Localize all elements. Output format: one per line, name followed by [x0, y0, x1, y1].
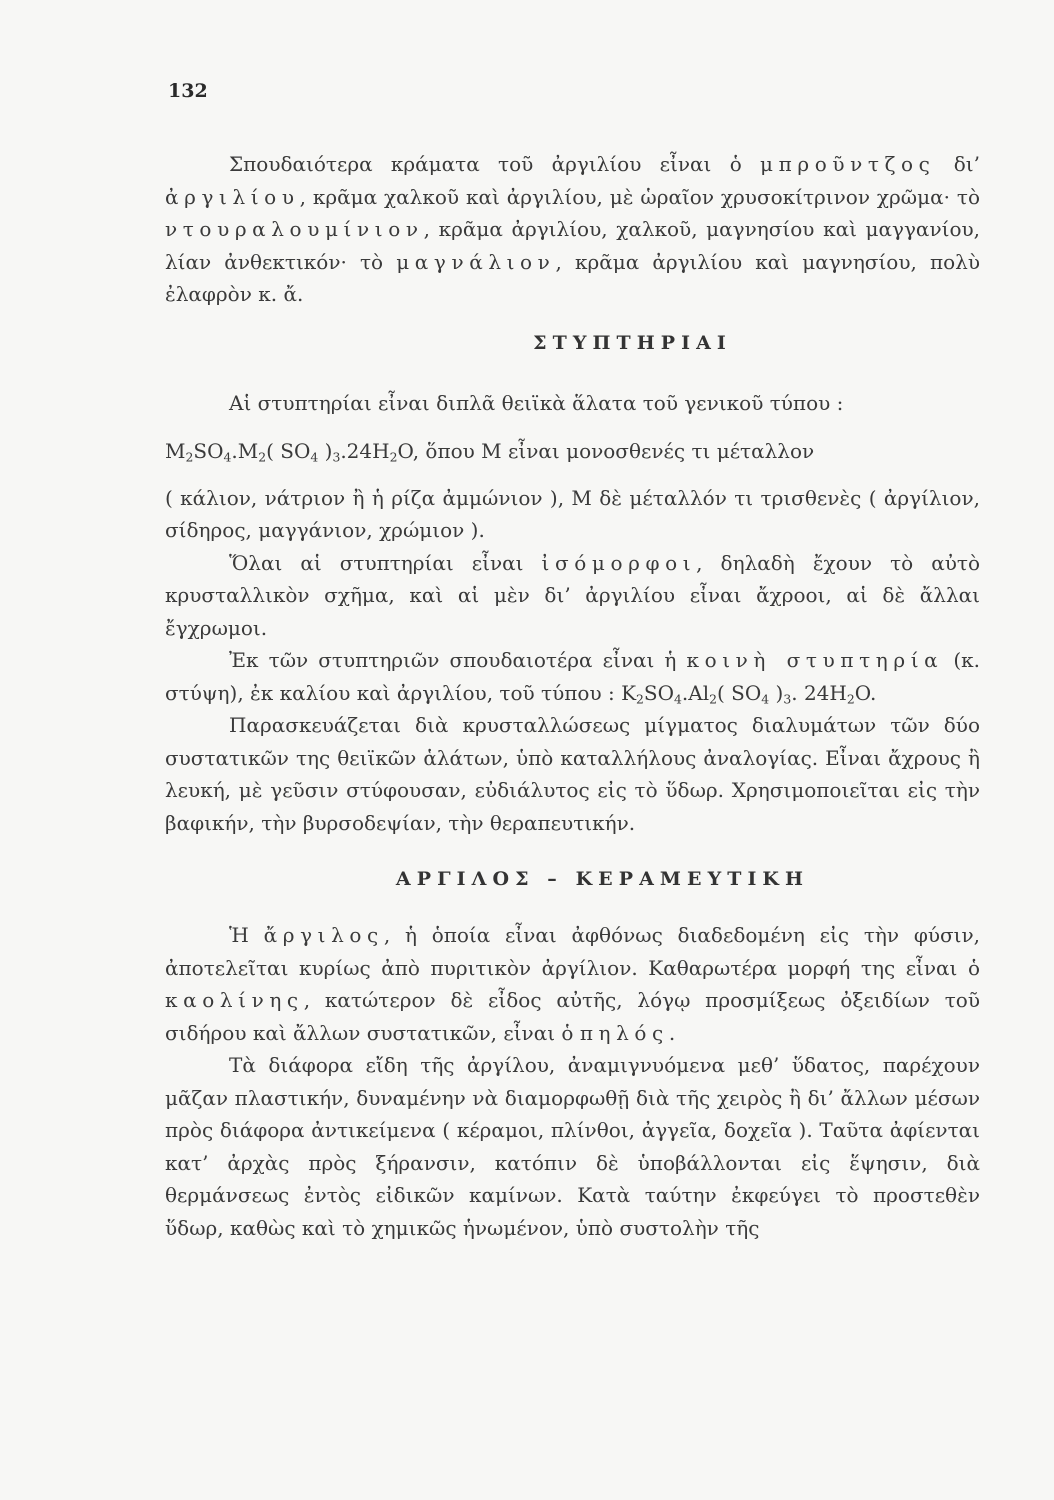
paragraph-clay-processing: Τὰ διάφορα εἴδη τῆς ἀργίλου, ἀναμιγνυόμενα μεθ’ ὕδατος, παρέχουν μᾶζαν πλαστικήν, δυναμένην νὰ διαμορφωθῇ διὰ τῆς χειρὸς ἢ δι’ ἄλλων μέσων πρὸς διάφορα ἀντικείμενα ( κέραμοι, πλίνθοι, ἀγγεῖα, δοχεῖα ). Ταῦτα ἀφίενται κατ’ ἀρχὰς πρὸς ξήρανσιν, κατόπιν δὲ ὑποβάλλονται εἰς ἕψησιν, διὰ θερμάνσεως ἐντὸς εἰδικῶν καμίνων. Κατὰ ταύτην ἐκφεύγει τὸ προστεθὲν ὕδωρ, καθὼς καὶ τὸ χημικῶς ἡνωμένον, ὑπὸ συστολὴν τῆς	[165, 1053, 980, 1240]
text-run: , κρᾶμα ἀργιλίου καὶ μαγνησίου, πολὺ ἐλαφρὸν κ. ἄ.	[165, 249, 981, 306]
paragraph-alum-definition: Αἱ στυπτηρίαι εἶναι διπλᾶ θειϊκὰ ἅλατα τοῦ γενικοῦ τύπου :	[229, 390, 844, 415]
text-run: Σπουδαιότερα κράματα τοῦ ἀργιλίου εἶναι ὁ	[229, 152, 761, 176]
paragraph-preparation: Παρασκευάζεται διὰ κρυσταλλώσεως μίγματος διαλυμάτων τῶν δύο συστατικῶν της θειϊκῶν ἁλάτων, ὑπὸ καταλλήλους ἀναλογίας. Εἶναι ἄχρους ἢ λευκή, μὲ γεῦσιν στύφουσαν, εὐδιάλυτος εἰς τὸ ὕδωρ. Χρησιμοποιεῖται εἰς τὴν βαφικήν, τὴν βυρσοδεψίαν, τὴν θεραπευτικήν.	[165, 713, 980, 835]
chemical-formula: $M_2SO_4.M_2$( $SO_4$ )$_3.24H_2O$,	[165, 439, 426, 465]
paragraph-clay	[165, 919, 980, 1049]
spaced-term-clay: ἄργιλος	[263, 923, 384, 947]
spaced-term-aluminium: ἀργιλίου	[165, 184, 300, 209]
paragraph-common-alum	[165, 644, 980, 709]
text-run: (κ. στύψη), ἐκ καλίου καὶ ἀργιλίου, τοῦ τύπου :	[165, 648, 980, 705]
spaced-term-magnalium: μαγνάλιον	[396, 249, 556, 274]
spaced-term-duralumin: ντουραλουμίνιον	[165, 217, 424, 241]
text-run: Ὅλαι αἱ στυπτηρίαι εἶναι	[229, 550, 542, 575]
text-run: Ἡ	[229, 923, 264, 947]
spaced-term-isomorphous: ἰσόμορφοι	[541, 550, 697, 575]
paragraph-alloys	[165, 148, 980, 311]
section-heading-alums: ΣΤΥΠΤΗΡΙΑΙ	[533, 331, 732, 354]
spaced-term-mud: πηλός	[579, 1020, 669, 1045]
text-run: , κρᾶμα χαλκοῦ καὶ ἀργιλίου, μὲ ὡραῖον χρυσοκίτρινον χρῶμα· τὸ	[299, 184, 980, 209]
text-run: .	[668, 1020, 676, 1045]
text-run: , κρᾶμα ἀργιλίου, χαλκοῦ, μαγνησίου καὶ μαγγανίου, λίαν ἀνθεκτικόν· τὸ	[165, 217, 980, 274]
text-run: δι’	[935, 152, 980, 176]
text-run: , κατώτερον δὲ εἶδος αὐτῆς, λόγῳ προσμίξεως ὀξειδίων τοῦ σιδήρου καὶ ἄλλων συστατικῶν, εἶναι ὁ	[165, 988, 980, 1045]
page-body	[165, 148, 980, 1244]
chemical-formula: $K_2SO_4.Al_2$( $SO_4$ )$_3$. $24H_2O$.	[621, 680, 877, 707]
spaced-term-bronze: μπροῦντζος	[760, 152, 936, 176]
text-run: , ἡ ὁποία εἶναι ἀφθόνως διαδεδομένη εἰς τὴν φύσιν, ἀποτελεῖται κυρίως ἀπὸ πυριτικὸν ἀργίλιον. Καθαρωτέρα μορφή της εἶναι ὁ	[165, 923, 981, 980]
paragraph-metals: ( κάλιον, νάτριον ἢ ἡ ρίζα ἀμμώνιον ), Μ δὲ μέταλλόν τι τρισθενὲς ( ἀργίλιον, σίδηρος, μαγγάνιον, χρώμιον ).	[165, 485, 980, 542]
spaced-term-kaolin: καολίνης	[165, 988, 304, 1012]
text-run: , δηλαδὴ ἔχουν τὸ αὐτὸ κρυσταλλικὸν σχῆμα, καὶ αἱ μὲν δι’ ἀργιλίου εἶναι ἄχροοι, αἱ δὲ ἄλλαι ἔγχρωμοι.	[165, 550, 980, 640]
page-number: 132	[168, 80, 208, 102]
section-heading-clay-ceramics: ΑΡΓΙΛΟΣ – ΚΕΡΑΜΕΥΤΙΚΗ	[395, 868, 810, 890]
text-run: ὅπου Μ εἶναι μονοσθενές τι μέταλλον	[425, 439, 815, 463]
spaced-term-common-alum: κοινὴ στυπτηρία	[686, 648, 944, 672]
text-run: Ἐκ τῶν στυπτηριῶν σπουδαιοτέρα εἶναι ἡ	[229, 648, 687, 672]
paragraph-isomorphous	[165, 547, 980, 645]
paragraph-general-formula	[165, 435, 980, 468]
